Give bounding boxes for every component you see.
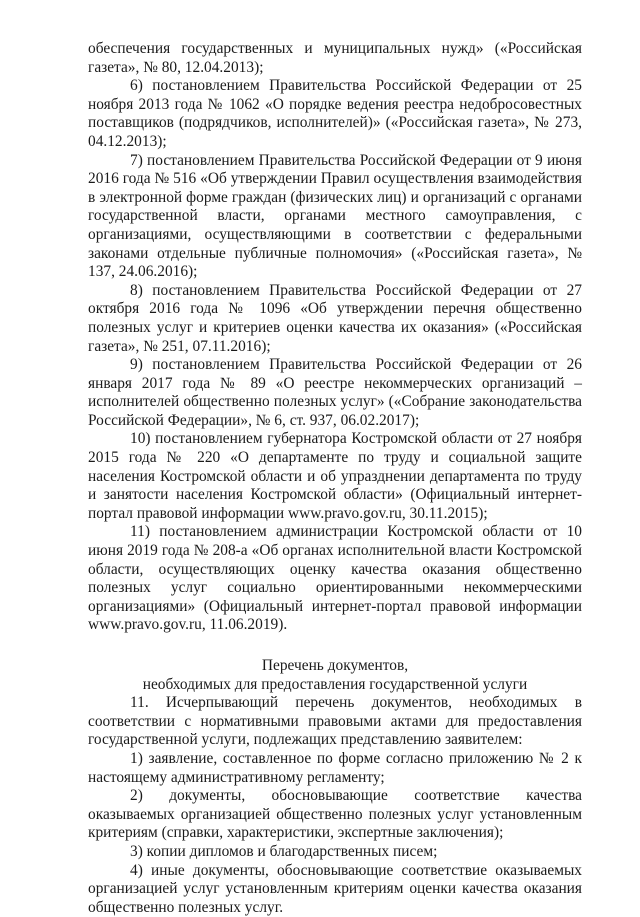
section-heading-line2: необходимых для предоставления государственной услуги <box>142 675 528 693</box>
paragraph-doc-1: 1) заявление, составленное по форме согласно приложению № 2 к настоящему административному регламенту; <box>88 749 582 786</box>
paragraph-doc-4: 4) иные документы, обосновывающие соответствие оказываемых организацией услуг установленным критериям оценки качества оказания общественно полезных услуг. <box>88 861 582 916</box>
paragraph-doc-3: 3) копии дипломов и благодарственных писем; <box>130 842 438 860</box>
paragraph-item-10: 10) постановлением губернатора Костромской области от 27 ноября 2015 года № 220 «О департаменте по труду и социальной защите населения Костромской области и об упразднении департамента по труду и занятости населения Костромской области» (Официальный интернет-портал правовой информации www.pravo.gov.ru, 30.11.2015); <box>88 430 582 522</box>
paragraph-item-11: 11) постановлением администрации Костромской области от 10 июня 2019 года № 208-а «Об органах исполнительной власти Костромской области, осуществляющих оценку качества оказания общественно полезных услуг социально ориентированными некоммерческими организациями» (Официальный интернет-портал правовой информации www.pravo.gov.ru, 11.06.2019). <box>88 523 582 634</box>
section-heading-line1: Перечень документов, <box>261 657 409 674</box>
document-page <box>88 40 582 917</box>
paragraph-continuation: обеспечения государственных и муниципальных нужд» («Российская газета», № 80, 12.04.2013); <box>88 40 582 76</box>
paragraph-item-6: 6) постановлением Правительства Российской Федерации от 25 ноября 2013 года № 1062 «О порядке ведения реестра недобросовестных поставщиков (подрядчиков, исполнителей)» («Российская газета», № 273, 04.12.2013); <box>88 77 582 150</box>
paragraph-item-7: 7) постановлением Правительства Российской Федерации от 9 июня 2016 года № 516 «Об утверждении Правил осуществления взаимодействия в электронной форме граждан (физических лиц) и организаций с органами государственной власти, органами местного самоуправления, с организациями, осуществляющими в соответствии с федеральными законами отдельные публичные полномочия» («Российская газета», № 137, 24.06.2016); <box>88 151 582 281</box>
paragraph-point-11: 11. Исчерпывающий перечень документов, необходимых в соответствии с нормативными правовыми актами для предоставления государственной услуги, подлежащих представлению заявителем: <box>88 694 582 749</box>
paragraph-doc-2: 2) документы, обосновывающие соответствие качества оказываемых организацией общественно полезных услуг установленным критериям (справки, характеристики, экспертные заключения); <box>88 787 582 842</box>
paragraph-item-9: 9) постановлением Правительства Российской Федерации от 26 января 2017 года № 89 «О реестре некоммерческих организаций – исполнителей общественно полезных услуг» («Собрание законодательства Российской Федерации», № 6, ст. 937, 06.02.2017); <box>88 356 582 429</box>
paragraph-item-8: 8) постановлением Правительства Российской Федерации от 27 октября 2016 года № 1096 «Об утверждении перечня общественно полезных услуг и критериев оценки качества их оказания» («Российская газета», № 251, 07.11.2016); <box>88 281 582 355</box>
section-gap <box>88 635 582 657</box>
